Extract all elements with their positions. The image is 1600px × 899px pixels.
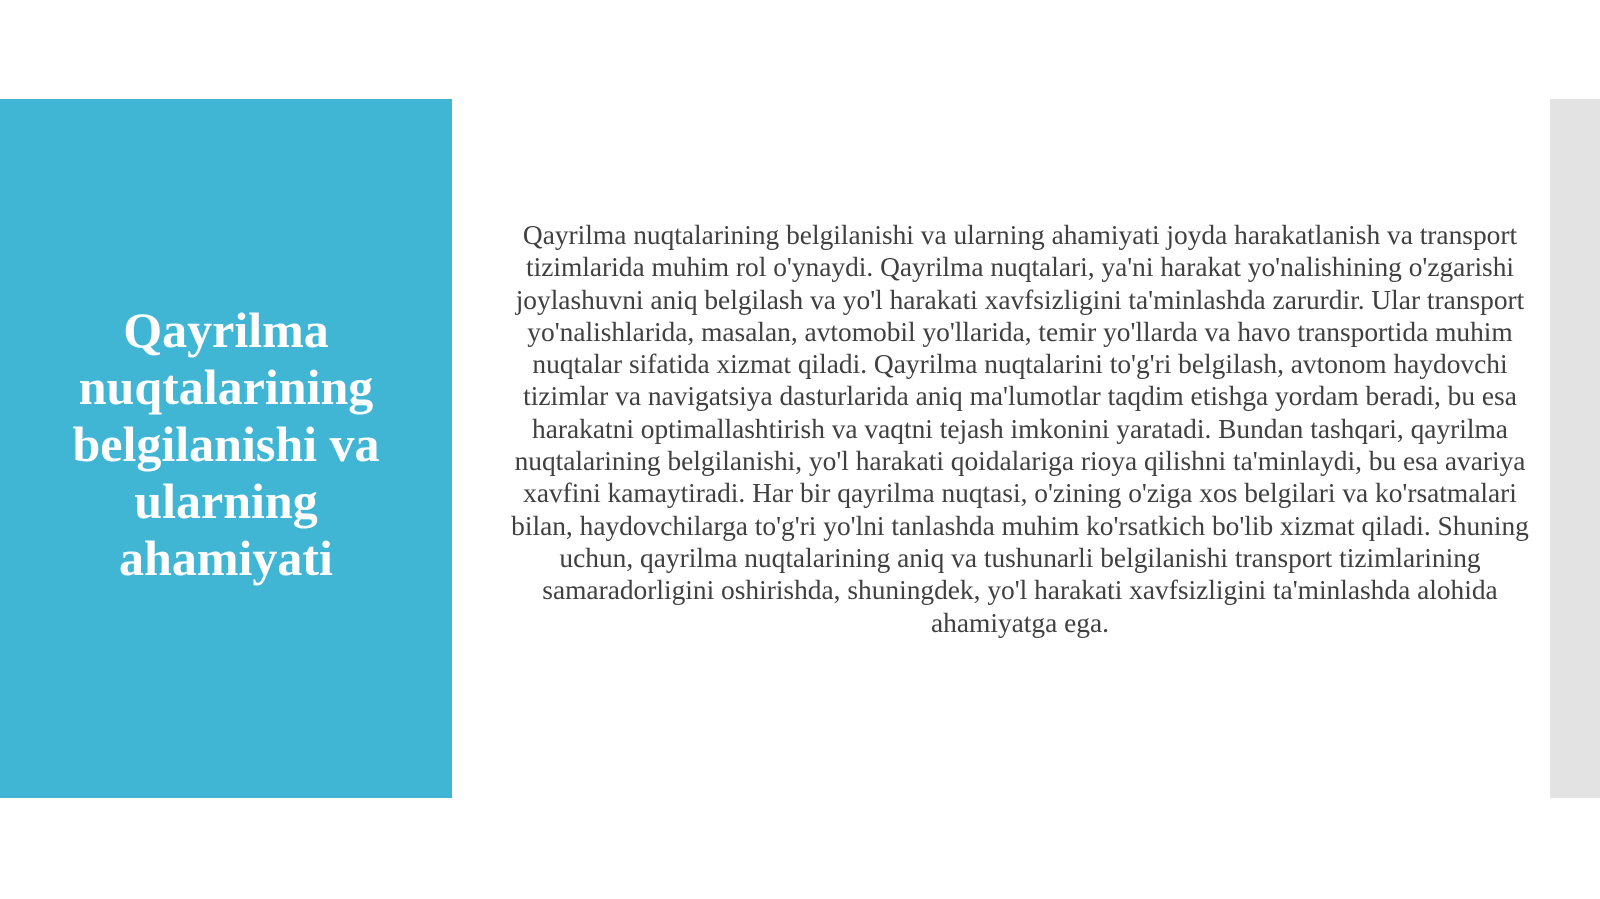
slide-body-text: Qayrilma nuqtalarining belgilanishi va ularning ahamiyati joyda harakatlanish va transport tizimlarida muhim rol o'ynaydi. Qayrilma nuqtalari, ya'ni harakat yo'nalishining o'zgarishi joylashuvni aniq belgilash va yo'l harakati xavfsizligini ta'minlashda zarurdir. Ular transport yo'nalishlarida, masalan, avtomobil yo'llarida, temir yo'llarda va havo transportida muhim nuqtalar sifatida xizmat qiladi. Qayrilma nuqtalarini to'g'ri belgilash, avtonom haydovchi tizimlar va navigatsiya dasturlarida aniq ma'lumotlar taqdim etishga yordam beradi, bu esa harakatni optimallashtirish va vaqtni tejash imkonini yaratadi. Bundan tashqari, qayrilma nuqtalarining belgilanishi, yo'l harakati qoidalariga rioya qilishni ta'minlaydi, bu esa avariya xavfini kamaytiradi. Har bir qayrilma nuqtasi, o'zining o'ziga xos belgilari va ko'rsatmalari bilan, haydovchilarga to'g'ri yo'lni tanlashda muhim ko'rsatkich bo'lib xizmat qiladi. Shuning uchun, qayrilma nuqtalarining aniq va tushunarli belgilanishi transport tizimlarining samaradorligini oshirishda, shuningdek, yo'l harakati xavfsizligini ta'minlashda alohida ahamiyatga ega. [511, 220, 1529, 638]
title-panel [0, 99, 452, 798]
slide-title: Qayrilma nuqtalarining belgilanishi va ularning ahamiyati [72, 302, 380, 586]
body-area [500, 99, 1540, 798]
right-decorative-strip [1550, 99, 1600, 798]
